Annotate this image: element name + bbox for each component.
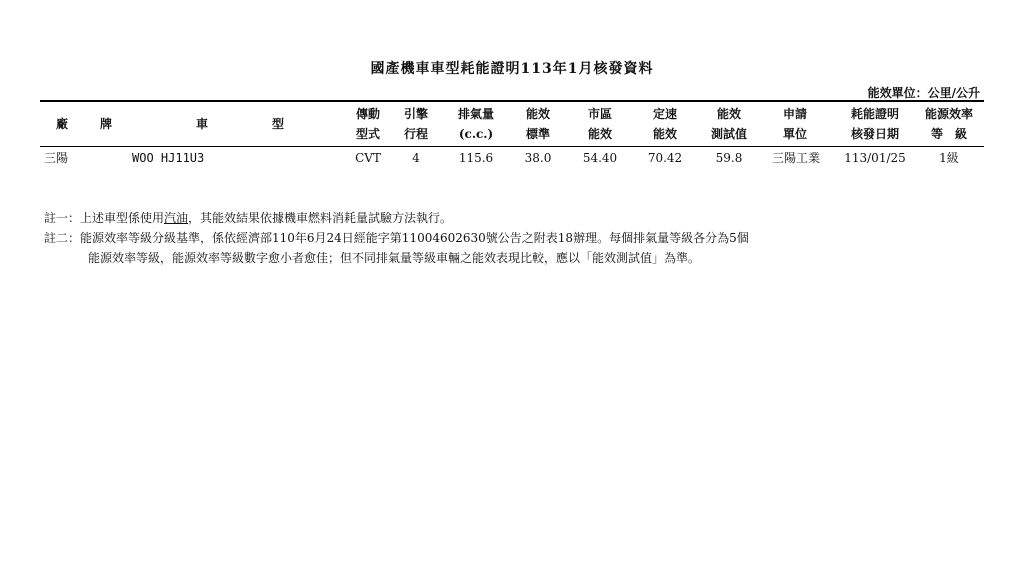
unit-note: 能效單位：公里/公升 — [867, 86, 980, 100]
header-issue-date: 耗能證明 核發日期 — [850, 107, 899, 141]
cell-standard: 38.0 — [524, 151, 552, 165]
cell-displacement: 115.6 — [458, 151, 494, 165]
table-header-rule — [40, 146, 984, 147]
header-displacement: 排氣量 (c.c.) — [457, 107, 494, 141]
note-1 — [44, 208, 984, 228]
header-model-char2: 型 — [272, 117, 285, 131]
header-model-char1: 車 — [196, 117, 209, 131]
header-constant: 定速 能效 — [652, 107, 677, 141]
footnotes — [44, 208, 984, 268]
header-applicant: 申請 單位 — [782, 107, 807, 141]
header-stroke: 引擎 行程 — [403, 107, 428, 141]
table-top-rule — [40, 100, 984, 102]
note-1-fuel: 汽油 — [164, 211, 189, 225]
header-maker-char1: 廠 — [56, 117, 69, 131]
cell-model: WOO HJ11U3 — [132, 151, 205, 165]
header-city: 市區 能效 — [587, 107, 612, 141]
note-1-prefix: 註一：上述車型係使用 — [44, 211, 165, 225]
note-2-line-1: 註二：能源效率等級分級基準，係依經濟部110年6月24日經能字第11004602630號公告之附表18辦理。每個排氣量等級各分為5個 — [44, 231, 749, 245]
cell-transmission: CVT — [355, 151, 381, 165]
cell-stroke: 4 — [412, 151, 420, 165]
cell-city: 54.40 — [582, 151, 618, 165]
cell-applicant: 三陽工業 — [771, 151, 820, 165]
cell-maker: 三陽 — [44, 151, 69, 165]
header-maker-char2: 牌 — [100, 117, 113, 131]
cell-test-value: 59.8 — [715, 151, 743, 165]
header-test-value: 能效 測試值 — [710, 107, 747, 141]
cell-issue-date: 113/01/25 — [844, 151, 906, 165]
document-title: 國產機車車型耗能證明113年1月核發資料 — [370, 61, 654, 77]
header-grade: 能源效率 等 級 — [924, 107, 973, 141]
note-2-line-2: 能源效率等級，能源效率等級數字愈小者愈佳；但不同排氣量等級車輛之能效表現比較，應以「能效測試值」為準。 — [88, 251, 701, 265]
cell-constant: 70.42 — [647, 151, 683, 165]
header-standard: 能效 標準 — [525, 107, 550, 141]
header-transmission: 傳動 型式 — [355, 107, 380, 141]
note-1-suffix: ，其能效結果依據機車燃料消耗量試驗方法執行。 — [188, 211, 453, 225]
cell-grade: 1級 — [939, 151, 959, 165]
